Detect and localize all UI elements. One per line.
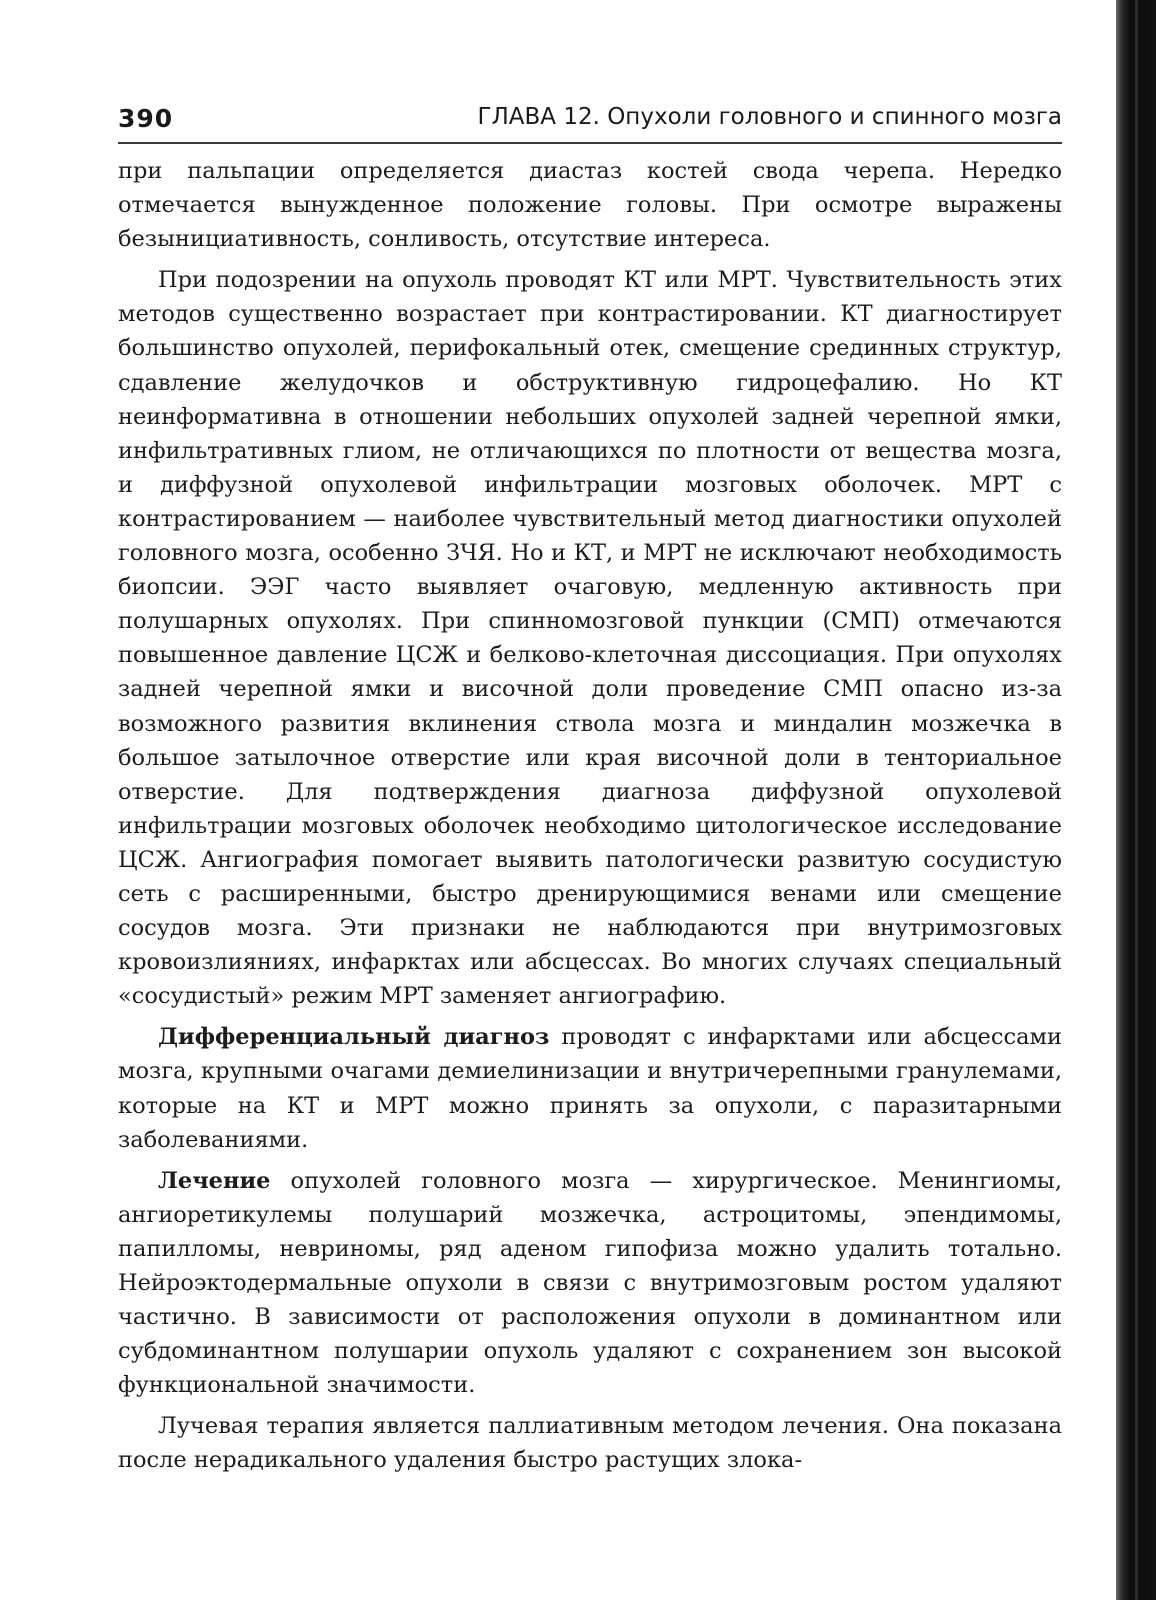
term-differential-diagnosis: Дифференциальный диагноз	[158, 1024, 550, 1051]
paragraph-differential-diagnosis-text: проводят с инфарктами или абсцессами мозга, крупными очагами демиелинизации и внутричерепными гранулемами, которые на КТ и МРТ можно принять за опухоли, с паразитарными заболеваниями.	[118, 1024, 1062, 1153]
page-number: 390	[118, 104, 174, 133]
paragraph-diagnostics: При подозрении на опухоль проводят КТ или МРТ. Чувствительность этих методов существенно возрастает при контрастировании. КТ диагностирует большинство опухолей, перифокальный отек, смещение срединных структур, сдавление желудочков и обструктивную гидроцефалию. Но КТ неинформативна в отношении небольших опухолей задней черепной ямки, инфильтративных глиом, не отличающихся по плотности от вещества мозга, и диффузной опухолевой инфильтрации мозговых оболочек. МРТ с контрастированием — наиболее чувствительный метод диагностики опухолей головного мозга, особенно ЗЧЯ. Но и КТ, и МРТ не исключают необходимость биопсии. ЭЭГ часто выявляет очаговую, медленную активность при полушарных опухолях. При спинномозговой пункции (СМП) отмечаются повышенное давление ЦСЖ и белково-клеточная диссоциация. При опухолях задней черепной ямки и височной доли проведение СМП опасно из-за возможного развития вклинения ствола мозга и миндалин мозжечка в большое затылочное отверстие или края височной доли в тенториальное отверстие. Для подтверждения диагноза диффузной опухолевой инфильтрации мозговых оболочек необходимо цитологическое исследование ЦСЖ. Ангиография помогает выявить патологически развитую сосудистую сеть с расширенными, быстро дренирующимися венами или смещение сосудов мозга. Эти признаки не наблюдаются при внутримозговых кровоизлияниях, инфарктах или абсцессах. Во многих случаях специальный «сосудистый» режим МРТ заменяет ангиографию.	[118, 267, 1062, 1010]
paragraph-radiotherapy: Лучевая терапия является паллиативным методом лечения. Она показана после нерадикального удаления быстро растущих злока-	[118, 1413, 1062, 1474]
paragraph-differential-diagnosis	[118, 1020, 1062, 1156]
page-header	[118, 100, 1062, 144]
running-head: ГЛАВА 12. Опухоли головного и спинного мозга	[477, 104, 1062, 130]
term-treatment: Лечение	[158, 1167, 271, 1194]
scan-edge-line	[1135, 0, 1138, 1600]
paragraph-treatment	[118, 1164, 1062, 1403]
body-text	[118, 154, 1062, 1478]
paragraph-treatment-text: опухолей головного мозга — хирургическое. Менингиомы, ангиоретикулемы полушарий мозжечка, астроцитомы, эпендимомы, папилломы, невриномы, ряд аденом гипофиза можно удалить тотально. Нейроэктодермальные опухоли в связи с внутримозговым ростом удаляют частично. В зависимости от расположения опухоли в доминантном или субдоминантном полушарии опухоль удаляют с сохранением зон высокой функциональной значимости.	[118, 1167, 1062, 1399]
paragraph-symptoms: при пальпации определяется диастаз костей свода черепа. Нередко отмечается вынужденное положение головы. При осмотре выражены безынициативность, сонливость, отсутствие интереса.	[118, 158, 1062, 253]
